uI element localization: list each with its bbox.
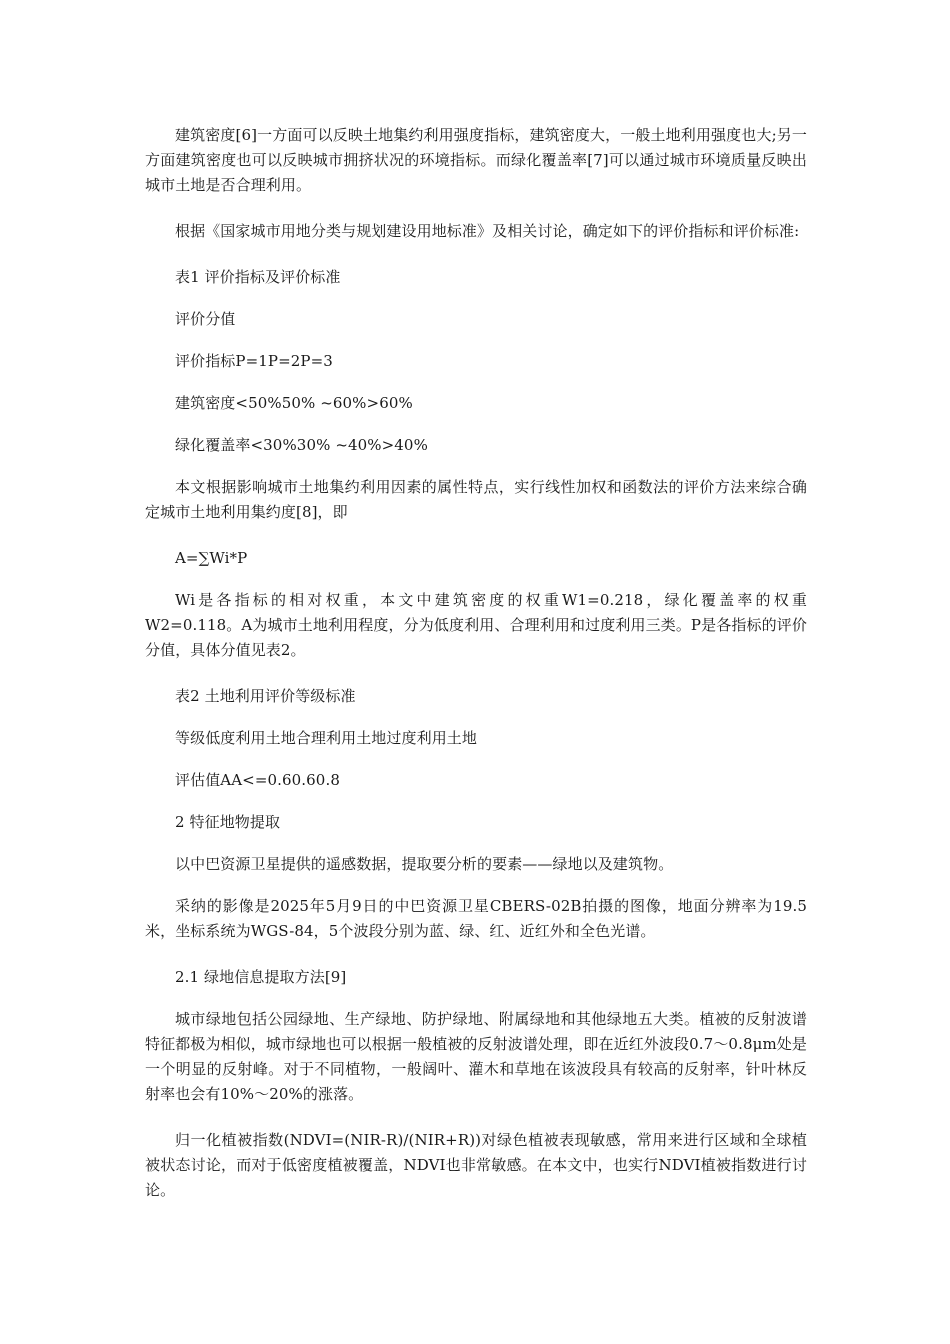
section-heading-feature-extraction: 2 特征地物提取 (175, 813, 281, 831)
paragraph-imagery: 采纳的影像是2025年5月9日的中巴资源卫星CBERS-02B拍摄的图像，地面分辨率为19.5米，坐标系统为WGS-84，5个波段分别为蓝、绿、红、近红外和全色光谱。 (145, 897, 807, 940)
table1-header-indicator: 评价指标P=1P=2P=3 (175, 352, 333, 370)
paragraph-data-source: 以中巴资源卫星提供的遥感数据，提取要分析的要素——绿地以及建筑物。 (175, 855, 674, 873)
table1-row-building-density: 建筑密度<50%50% ~60%>60% (175, 394, 413, 412)
table1-caption: 表1 评价指标及评价标准 (175, 268, 341, 286)
formula: A=∑Wi*P (175, 549, 248, 567)
table2-caption: 表2 土地利用评价等级标准 (175, 687, 356, 705)
paragraph-greenland: 城市绿地包括公园绿地、生产绿地、防护绿地、附属绿地和其他绿地五大类。植被的反射波谱特征都极为相似，城市绿地也可以根据一般植被的反射波谱处理，即在近红外波段0.7～0.8μm处是一个明显的反射峰。对于不同植物，一般阔叶、灌木和草地在该波段具有较高的反射率，针叶林反射率也会有10%～20%的涨落。 (145, 1010, 807, 1103)
table2-header-grade: 等级低度利用土地合理利用土地过度利用土地 (175, 729, 478, 747)
table1-header-score: 评价分值 (175, 310, 236, 328)
paragraph-evaluation-method: 本文根据影响城市土地集约利用因素的属性特点，实行线性加权和函数法的评价方法来综合确定城市土地利用集约度[8]，即 (145, 478, 807, 521)
paragraph-ndvi: 归一化植被指数(NDVI=(NIR-R)/(NIR+R))对绿色植被表现敏感，常用来进行区域和全球植被状态讨论，而对于低密度植被覆盖，NDVI也非常敏感。在本文中，也实行NDVI植被指数进行讨论。 (145, 1131, 807, 1199)
paragraph-weights: Wi是各指标的相对权重，本文中建筑密度的权重W1=0.218，绿化覆盖率的权重W2=0.118。A为城市土地利用程度，分为低度利用、合理利用和过度利用三类。P是各指标的评价分值，具体分值见表2。 (145, 591, 807, 659)
paragraph-building-density: 建筑密度[6]一方面可以反映土地集约利用强度指标，建筑密度大，一般土地利用强度也大;另一方面建筑密度也可以反映城市拥挤状况的环境指标。而绿化覆盖率[7]可以通过城市环境质量反映出城市土地是否合理利用。 (145, 126, 807, 194)
table2-row-value: 评估值AA<=0.60.60.8 (175, 771, 340, 789)
table1-row-green-coverage: 绿化覆盖率<30%30% ~40%>40% (175, 436, 428, 454)
document-body (145, 123, 807, 1224)
section-heading-greenland-method: 2.1 绿地信息提取方法[9] (175, 968, 347, 986)
paragraph-standard-basis: 根据《国家城市用地分类与规划建设用地标准》及相关讨论，确定如下的评价指标和评价标准: (175, 222, 800, 240)
